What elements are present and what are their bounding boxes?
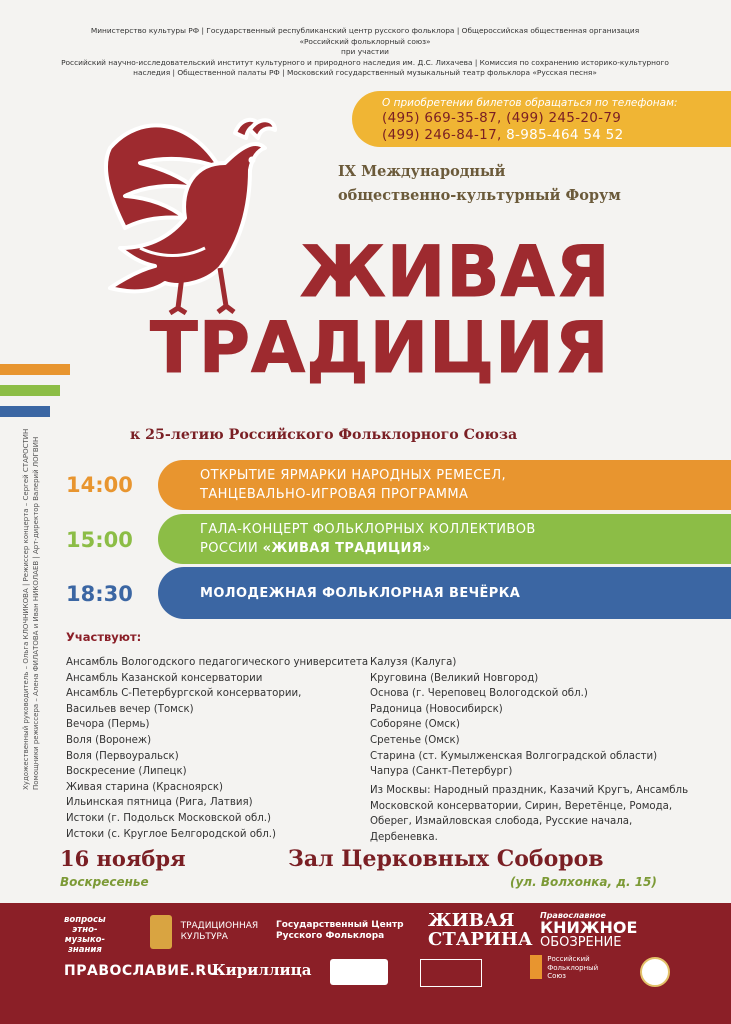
organizers-block [40, 26, 690, 79]
subtitle: к 25-летию Российского Фольклорного Союза [130, 427, 518, 443]
seal-logo-icon [640, 957, 670, 987]
logo-text: Фольклорный [547, 963, 599, 972]
schedule-bar-1-line1: ОТКРЫТИЕ ЯРМАРКИ НАРОДНЫХ РЕМЕСЕЛ, [200, 468, 507, 483]
logo-text: ЖИВАЯ [428, 910, 515, 931]
logo-text: этно- [72, 925, 98, 935]
list-item: Вечора (Пермь) [66, 719, 150, 731]
schedule-bar-2-highlight: «ЖИВАЯ ТРАДИЦИЯ» [262, 541, 431, 556]
decor-stripe-blue [0, 406, 50, 417]
folk-logo-icon [330, 959, 388, 985]
logo-rfs [530, 955, 598, 981]
organizers-line: Российский научно-исследовательский институт культурного и природного наследия им. Д.С. Лихачева | Комиссия по сохранению историко-культурного [61, 57, 669, 67]
moscow-participants [370, 783, 688, 845]
logo-pravoslavie-ru: ПРАВОСЛАВИЕ.RU [64, 963, 219, 979]
logo-text: музыко- [64, 935, 105, 945]
list-item: Основа (г. Череповец Вологодской обл.) [370, 688, 588, 700]
logo-gcrf [276, 920, 404, 942]
credits-vertical [21, 430, 41, 790]
main-title-line2: ТРАДИЦИЯ [150, 307, 610, 389]
list-item: Дербеневка. [370, 831, 438, 843]
logo-text: Православное [540, 911, 606, 920]
list-item: Круговина (Великий Новгород) [370, 672, 539, 684]
list-item: Сретенье (Омск) [370, 734, 460, 746]
schedule-bar-1 [158, 460, 731, 510]
schedule-bar-2-prefix: РОССИИ [200, 541, 263, 556]
list-item: Воскресение (Липецк) [66, 766, 187, 778]
logo-text: Союз [547, 972, 567, 980]
figurine-icon [150, 915, 172, 949]
logo-text: Российский [547, 955, 590, 963]
logo-knizhnoe-obozrenie [540, 911, 637, 950]
organizers-line: Министерство культуры РФ | Государственный республиканский центр русского фольклора | Общероссийская общественная организация [90, 26, 640, 35]
schedule-bar-2-line2 [200, 539, 431, 558]
list-item: Ансамбль С-Петербургской консерватории, [66, 688, 302, 700]
partners-footer [0, 903, 731, 1024]
schedule-bar-3-line1: МОЛОДЕЖНАЯ ФОЛЬКЛОРНАЯ ВЕЧЁРКА [200, 586, 521, 601]
list-item: Ансамбль Вологодского педагогического университета [66, 657, 369, 668]
logo-tradicionnaya [150, 915, 258, 949]
list-item: Оберег, Измайловская слобода, Русские начала, [370, 816, 633, 828]
decor-stripe-orange [0, 364, 70, 375]
list-item: Калузя (Калуга) [370, 657, 457, 668]
participants-left-list [66, 655, 368, 842]
list-item: Истоки (с. Круглое Белгородской обл.) [66, 828, 276, 840]
list-item: Ансамбль Казанской консерватории [66, 672, 263, 684]
list-item: Чапура (Санкт-Петербург) [370, 766, 513, 778]
phone-note: О приобретении билетов обращаться по телефонам: [382, 97, 678, 109]
phone-line-1: (495) 669-35-87, (499) 245-20-79 [382, 110, 622, 126]
logo-text: СТАРИНА [428, 929, 533, 950]
schedule-bar-2-line1: ГАЛА-КОНЦЕРТ ФОЛЬКЛОРНЫХ КОЛЛЕКТИВОВ [200, 522, 536, 537]
logo-voprosy [64, 915, 106, 955]
list-item: Воля (Воронеж) [66, 734, 152, 746]
logo-text: Государственный Центр [276, 920, 404, 930]
folk-bird-emblem-icon [70, 108, 310, 318]
list-item: Из Москвы: Народный праздник, Казачий Кругъ, Ансамбль [370, 785, 689, 796]
forum-edition: IX Международный [338, 163, 506, 180]
participants-title: Участвуют: [66, 630, 142, 644]
main-title-line1: ЖИВАЯ [300, 231, 611, 313]
list-item: Радоница (Новосибирск) [370, 703, 503, 715]
list-item: Васильев вечер (Томск) [66, 703, 194, 715]
schedule-time-2: 15:00 [66, 528, 133, 552]
logo-kirillica: Кириллица [212, 961, 312, 979]
list-item: Соборяне (Омск) [370, 719, 461, 731]
event-address: (ул. Волхонка, д. 15) [510, 875, 657, 889]
participants-right-list [370, 655, 657, 780]
logo-zhivaya-starina [428, 911, 533, 949]
schedule-time-1: 14:00 [66, 473, 133, 497]
list-item: Московской консерватории, Сирин, Веретёнце, Ромода, [370, 800, 673, 812]
organizers-line: «Российский фольклорный союз» [299, 36, 431, 46]
forum-type: общественно-культурный Форум [338, 187, 621, 204]
list-item: Истоки (г. Подольск Московской обл.) [66, 812, 271, 824]
badge-logo-icon [420, 959, 482, 987]
logo-text: КУЛЬТУРА [180, 932, 228, 942]
mobile-number: 8-985-464 54 52 [506, 127, 624, 143]
logo-text: знания [67, 945, 102, 955]
event-date: 16 ноября [60, 846, 186, 871]
decor-stripe-green [0, 385, 60, 396]
event-weekday: Воскресенье [60, 875, 149, 889]
logo-text: ОБОЗРЕНИЕ [540, 935, 622, 950]
phone-line-2 [382, 127, 623, 143]
rfs-emblem-icon [530, 955, 542, 979]
schedule-bar-2 [158, 514, 731, 564]
logo-text: КНИЖНОЕ [540, 918, 638, 937]
credits-line: Художественный руководитель – Ольга КЛОЧНИКОВА | Режиссер концерта – Сергей СТАРОСТИН [22, 428, 30, 790]
logo-text: ТРАДИЦИОННАЯ [180, 921, 259, 931]
schedule-bar-3 [158, 567, 731, 619]
event-venue: Зал Церковных Соборов [288, 846, 604, 872]
organizers-line: при участии [341, 47, 389, 56]
schedule-time-3: 18:30 [66, 582, 133, 606]
list-item: Воля (Первоуральск) [66, 750, 179, 762]
list-item: Старина (ст. Кумылженская Волгоградской области) [370, 750, 658, 762]
logo-text: Русского Фольклора [276, 931, 385, 941]
list-item: Ильинская пятница (Рига, Латвия) [66, 797, 253, 809]
credits-line: Помощники режиссера – Алена ФИЛАТОВА и Иван НИКОЛАЕВ | Арт-директор Валерий ЛОГВИН [32, 436, 40, 790]
phone-numbers: (499) 246-84-17, [382, 127, 507, 143]
schedule-bar-1-line2: ТАНЦЕВАЛЬНО-ИГРОВАЯ ПРОГРАММА [200, 487, 469, 502]
organizers-line: наследия | Общественной палаты РФ | Московский государственный музыкальный театр фольклора «Русская песня» [133, 68, 597, 77]
logo-text: вопросы [64, 915, 106, 925]
list-item: Живая старина (Красноярск) [66, 781, 223, 793]
